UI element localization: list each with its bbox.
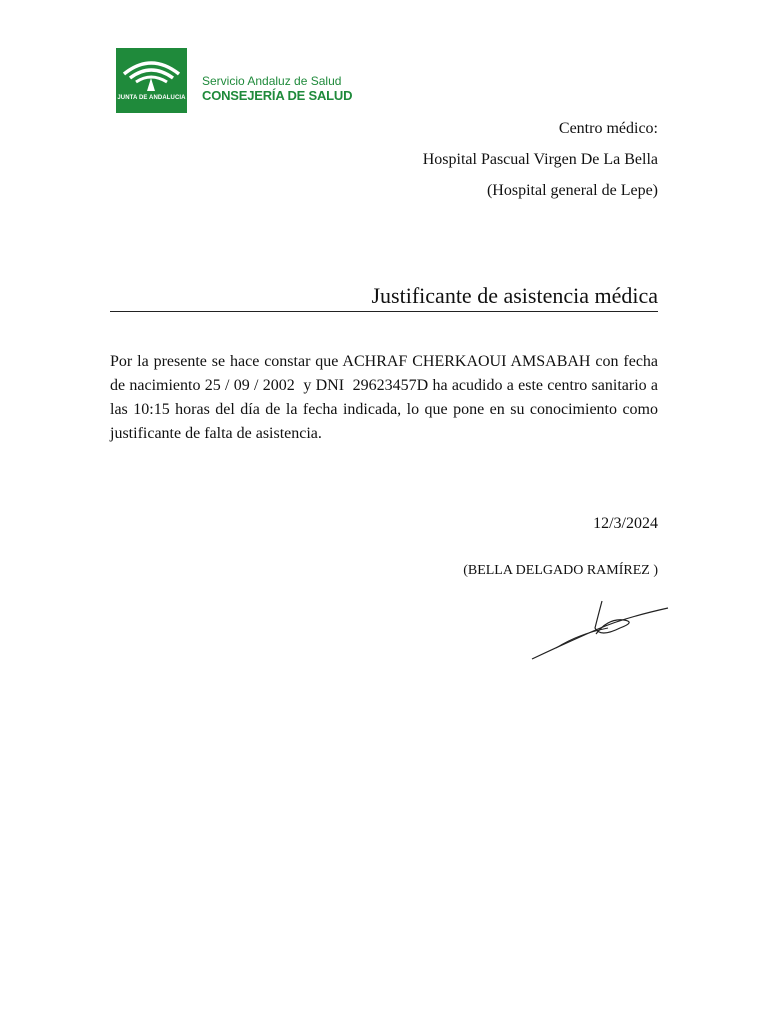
document-date: 12/3/2024 [593, 515, 658, 532]
dni-label: y DNI [303, 377, 345, 394]
body-intro: Por la presente se hace constar que [110, 353, 339, 370]
body-paragraph [110, 350, 658, 446]
patient-name: ACHRAF CHERKAOUI AMSABAH [342, 353, 591, 370]
dni-number: 29623457D [352, 377, 429, 394]
document-title: Justificante de asistencia médica [110, 282, 658, 312]
dob-label: con fecha de nacimiento [110, 353, 659, 394]
logo-caption: JUNTA DE ANDALUCIA [117, 95, 186, 101]
logo-service-name: Servicio Andaluz de Salud [202, 74, 342, 88]
junta-emblem-icon [116, 48, 187, 113]
date-of-birth: 25 / 09 / 2002 [204, 377, 295, 394]
center-label: Centro médico: [558, 120, 658, 137]
medical-center-block [423, 118, 658, 211]
body-middle: ha acudido a este centro sanitario a las [110, 377, 659, 418]
logo-ministry-name: CONSEJERÍA DE SALUD [202, 88, 353, 103]
signature-icon [528, 598, 673, 664]
visit-time: 10:15 [133, 401, 170, 418]
center-name: Hospital Pascual Virgen De La Bella [422, 151, 658, 168]
body-end: horas del día de la fecha indicada, lo que pone en su conocimiento como justificante de falta de asistencia. [110, 401, 659, 442]
center-subtitle: (Hospital general de Lepe) [486, 182, 658, 199]
logo-emblem [116, 48, 187, 113]
logo-text [202, 74, 352, 104]
signer-name: (BELLA DELGADO RAMÍREZ ) [463, 563, 658, 578]
